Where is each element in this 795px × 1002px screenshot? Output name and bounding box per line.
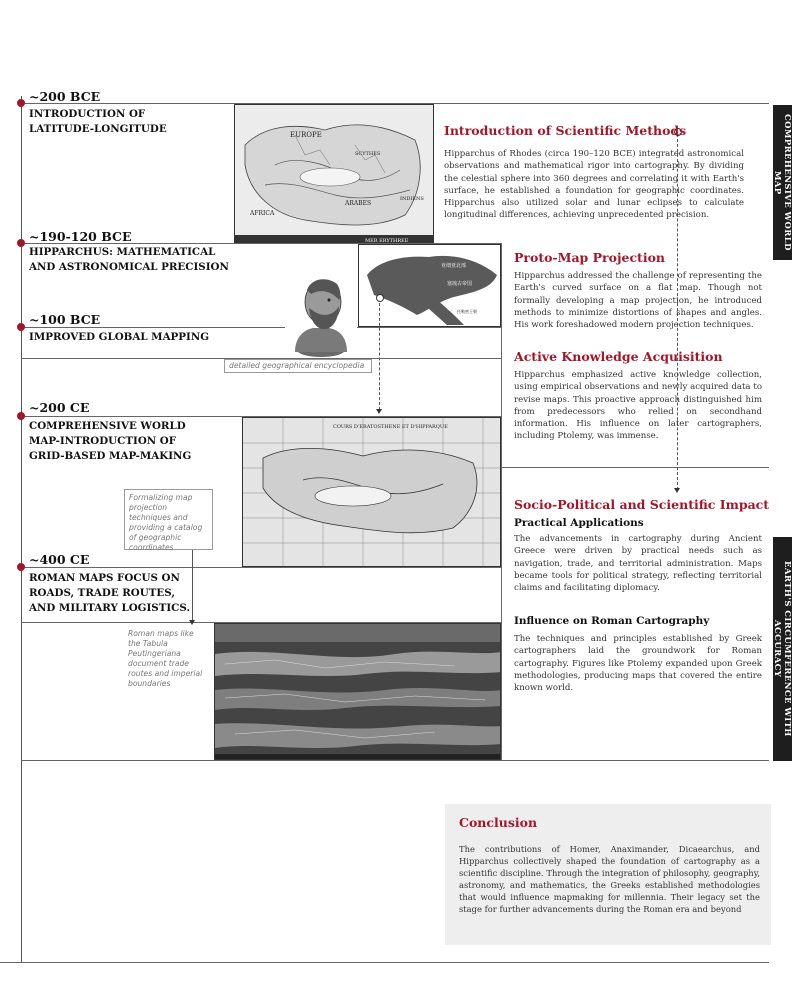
map-label: SCYTHES — [355, 151, 381, 157]
divider-3 — [21, 327, 501, 328]
timeline-dot-1 — [17, 99, 25, 107]
timeline-dot-4 — [17, 412, 25, 420]
practical-applications-paragraph: The advancements in cartography during Ancient Greece were driven by practical needs such as navigation, trade, and territorial administration. Maps became tools for political strategy, reflecting territorial claims and facilitating diplomacy. — [514, 534, 762, 594]
intro-heading: Introduction of Scientific Methods — [444, 123, 687, 138]
connector-line — [192, 550, 193, 622]
era-title — [29, 571, 190, 616]
connector-arrow — [674, 488, 680, 493]
intro-paragraph: Hipparchus of Rhodes (circa 190–120 BCE) integrated astronomical observations and mathematical rigor into cartography. By dividing the celestial sphere into 360 degrees and correlating it with Earth's surface, he established a foundation for geographic coordinates. Hipparchus also utilized solar and lunar eclipses to calculate longitudinal differences, achieving unprecedented precision. — [444, 149, 744, 221]
era-title-line: HIPPARCHUS: MATHEMATICAL — [29, 246, 216, 258]
map-label: 亚细亚北部 — [441, 263, 467, 269]
divider-6 — [21, 567, 501, 568]
conclusion-heading: Conclusion — [459, 815, 538, 830]
era-label: ~100 BCE — [29, 312, 101, 327]
tabula-peutingeriana-image — [214, 623, 501, 760]
era-label: ~400 CE — [29, 552, 90, 567]
map-label: AFRICA — [250, 210, 275, 217]
timeline-dot-5 — [17, 563, 25, 571]
map-label: MER ERYTHREE — [365, 238, 409, 243]
era-title-line: AND ASTRONOMICAL PRECISION — [29, 261, 229, 273]
divider-bottom — [0, 962, 769, 963]
era-title-line: COMPREHENSIVE WORLD — [29, 420, 186, 432]
projection-paragraph: Hipparchus addressed the challenge of representing the Earth's curved surface on a flat map. Though not formally developing a map projection, he introduced methods to minimize distortions of shapes and angles. His work foreshadowed modern projection techniques. — [514, 271, 762, 331]
era-title-line: ROADS, TRADE ROUTES, — [29, 587, 175, 599]
roman-influence-heading: Influence on Roman Cartography — [514, 615, 710, 627]
divider-8 — [21, 760, 769, 761]
era-label: ~190-120 BCE — [29, 229, 132, 244]
knowledge-heading: Active Knowledge Acquisition — [514, 349, 723, 364]
era-title — [29, 419, 191, 464]
timeline-spine — [21, 96, 22, 962]
map-label: 托勒密王朝 — [457, 309, 477, 314]
ancient-world-map-image — [234, 104, 434, 243]
map-label: 塞琉古帝国 — [447, 281, 473, 287]
projection-heading: Proto-Map Projection — [514, 250, 666, 265]
era-title-line: LATITUDE-LONGITUDE — [29, 123, 167, 135]
column-divider — [501, 243, 502, 760]
map-label: EUROPE — [290, 131, 322, 139]
era-title-line: GRID-BASED MAP-MAKING — [29, 450, 192, 462]
hipparchus-bust-image — [285, 268, 357, 358]
conclusion-box — [445, 804, 771, 945]
era-title — [29, 245, 229, 275]
side-tab-world-map: COMPREHENSIVE WORLD MAP — [773, 105, 792, 260]
era-title-line: INTRODUCTION OF — [29, 108, 146, 120]
era-title-line: ROMAN MAPS FOCUS ON — [29, 572, 180, 584]
map-label: INDIENS — [400, 196, 424, 202]
connector-line — [379, 298, 380, 410]
connector-arrow — [189, 620, 195, 625]
era-label: ~200 CE — [29, 400, 90, 415]
encyclopedia-note: detailed geographical encyclopedia — [224, 359, 372, 373]
map-label: ARABES — [345, 200, 372, 207]
impact-heading: Socio-Political and Scientific Impact — [514, 497, 770, 512]
timeline-dot-2 — [17, 239, 25, 247]
formalizing-note: Formalizing map projection techniques and providing a catalog of geographic coordinates — [124, 489, 213, 550]
connector-arrow — [376, 409, 382, 414]
era-title-line: AND MILITARY LOGISTICS. — [29, 602, 191, 614]
connector-node — [376, 294, 384, 302]
side-tab-circumference: EARTH'S CIRCUMFERENCE WITH ACCURACY — [773, 537, 792, 761]
grid-world-map-image — [242, 417, 501, 567]
practical-applications-heading: Practical Applications — [514, 517, 644, 529]
conclusion-paragraph: The contributions of Homer, Anaximander, Dicaearchus, and Hipparchus collectively shaped the foundation of cartography as a scientific discipline. Through the integration of philosophy, geography, astronomy, and mathematics, the Greeks established methodologies that would influence mapmaking for millennia. Their legacy set the stage for further advancements during the Roman era and beyond — [459, 844, 760, 914]
timeline-dot-3 — [17, 323, 25, 331]
era-title-line: IMPROVED GLOBAL MAPPING — [29, 331, 210, 343]
era-title — [29, 330, 209, 345]
era-label: ~200 BCE — [29, 89, 101, 104]
knowledge-paragraph: Hipparchus emphasized active knowledge collection, using empirical observations and newly acquired data to revise maps. This proactive approach distinguished him from predecessors who relied on secondhand information. His influence on later cartographers, including Ptolemy, was immense. — [514, 370, 762, 442]
divider-right — [501, 467, 769, 468]
roman-maps-note: Roman maps like the Tabula Peutingeriana document trade routes and imperial boundaries — [128, 629, 203, 688]
roman-influence-paragraph: The techniques and principles established by Greek cartographers laid the groundwork for Roman cartography. Figures like Ptolemy expanded upon Greek methodologies, producing maps that covered the entire known world. — [514, 634, 762, 694]
map-title: COURS D'ERATOSTHENE ET D'HIPPARQUE — [333, 424, 448, 430]
era-title — [29, 107, 167, 137]
era-title-line: MAP-INTRODUCTION OF — [29, 435, 177, 447]
